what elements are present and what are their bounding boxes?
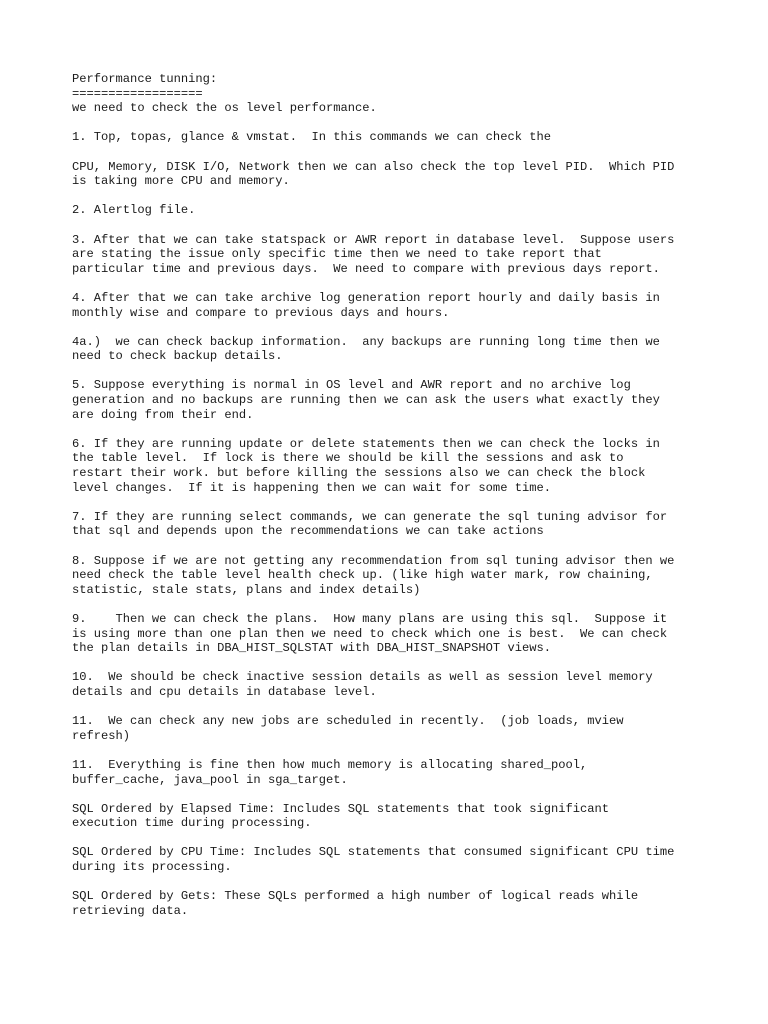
document-heading: Performance tunning: — [72, 72, 218, 86]
paragraph-7: 7. If they are running select commands, we can generate the sql tuning advisor for that sql and depends upon the recommendations we can take actions — [72, 509, 668, 539]
paragraph-10: 10. We should be check inactive session details as well as session level memory details and cpu details in database level. — [72, 670, 653, 699]
paragraph-sql-elapsed: SQL Ordered by Elapsed Time: Includes SQL statements that took significant execution time during processing. — [72, 801, 610, 831]
paragraph-3: 3. After that we can take statspack or AWR report in database level. Suppose users are stating the issue only specific time then we need to take report that particular time and previous days. We need to compare with previous days report. — [72, 232, 675, 276]
paragraph-1: 1. Top, topas, glance & vmstat. In this commands we can check the — [72, 130, 551, 145]
document-page — [72, 72, 712, 933]
paragraph-11b: 11. Everything is fine then how much memory is allocating shared_pool, buffer_cache, java_pool in sga_target. — [72, 757, 588, 787]
paragraph-4a: 4a.) we can check backup information. any backups are running long time then we need to check backup details. — [72, 334, 660, 364]
paragraph-11: 11. We can check any new jobs are scheduled in recently. (job loads, mview refresh) — [72, 714, 624, 743]
paragraph-2: 2. Alertlog file. — [72, 203, 196, 218]
paragraph-sql-gets: SQL Ordered by Gets: These SQLs performed a high number of logical reads while retrieving data. — [72, 889, 639, 918]
paragraph-1-continued: CPU, Memory, DISK I/O, Network then we can also check the top level PID. Which PID is taking more CPU and memory. — [72, 159, 675, 189]
paragraph-sql-cpu: SQL Ordered by CPU Time: Includes SQL statements that consumed significant CPU time during its processing. — [72, 845, 675, 875]
paragraph-4: 4. After that we can take archive log generation report hourly and daily basis in monthly wise and compare to previous days and hours. — [72, 290, 660, 320]
paragraph-8: 8. Suppose if we are not getting any recommendation from sql tuning advisor then we need check the table level health check up. (like high water mark, row chaining, statistic, stale stats, plans and index details) — [72, 553, 675, 597]
paragraph-6: 6. If they are running update or delete statements then we can check the locks in the table level. If lock is there we should be kill the sessions and ask to restart their work. but before killing the sessions also we can check the block level changes. If it is happening then we can wait for some time. — [72, 436, 660, 495]
intro-text: we need to check the os level performance. — [72, 101, 377, 116]
heading-underline: ================== — [72, 86, 203, 101]
paragraph-9: 9. Then we can check the plans. How many plans are using this sql. Suppose it is using more than one plan then we need to check which one is best. We can check the plan details in DBA_HIST_SQLSTAT with DBA_HIST_SNAPSHOT views. — [72, 611, 668, 656]
paragraph-5: 5. Suppose everything is normal in OS level and AWR report and no archive log generation and no backups are running then we can ask the users what exactly they are doing from their end. — [72, 378, 660, 422]
